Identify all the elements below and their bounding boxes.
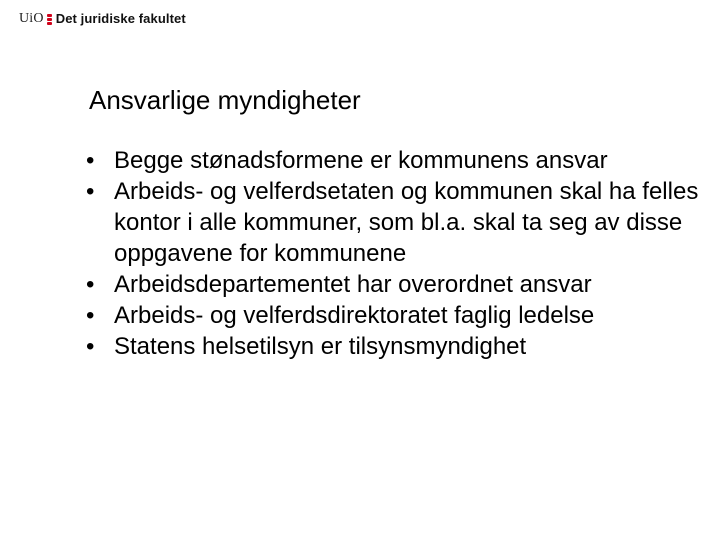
bullet-text: Begge stønadsformene er kommunens ansvar [114,147,608,174]
page-header [19,11,186,27]
bullet-text: Statens helsetilsyn er tilsynsmyndighet [114,333,527,360]
bullet-text: Arbeids- og velferdsetaten og kommunen skal ha felles kontor i alle kommuner, som bl.a. skal ta seg av disse oppgavene for kommunene [114,178,699,267]
list-item [86,176,706,269]
bullet-icon: • [86,333,95,360]
list-item [86,145,706,176]
bullet-icon: • [86,147,95,174]
list-item [86,269,706,300]
slide-title: Ansvarlige myndigheter [89,85,361,115]
bullet-text: Arbeids- og velferdsdirektoratet faglig ledelse [114,302,595,329]
bullet-icon: • [86,271,95,298]
bullet-list [86,145,706,362]
uio-seal-icon [47,14,52,25]
faculty-name: Det juridiske fakultet [55,11,186,26]
list-item [86,331,706,362]
list-item [86,300,706,331]
bullet-icon: • [86,302,95,329]
uio-logo: UiO [19,11,44,26]
bullet-icon: • [86,178,95,205]
bullet-text: Arbeidsdepartementet har overordnet ansvar [114,271,592,298]
